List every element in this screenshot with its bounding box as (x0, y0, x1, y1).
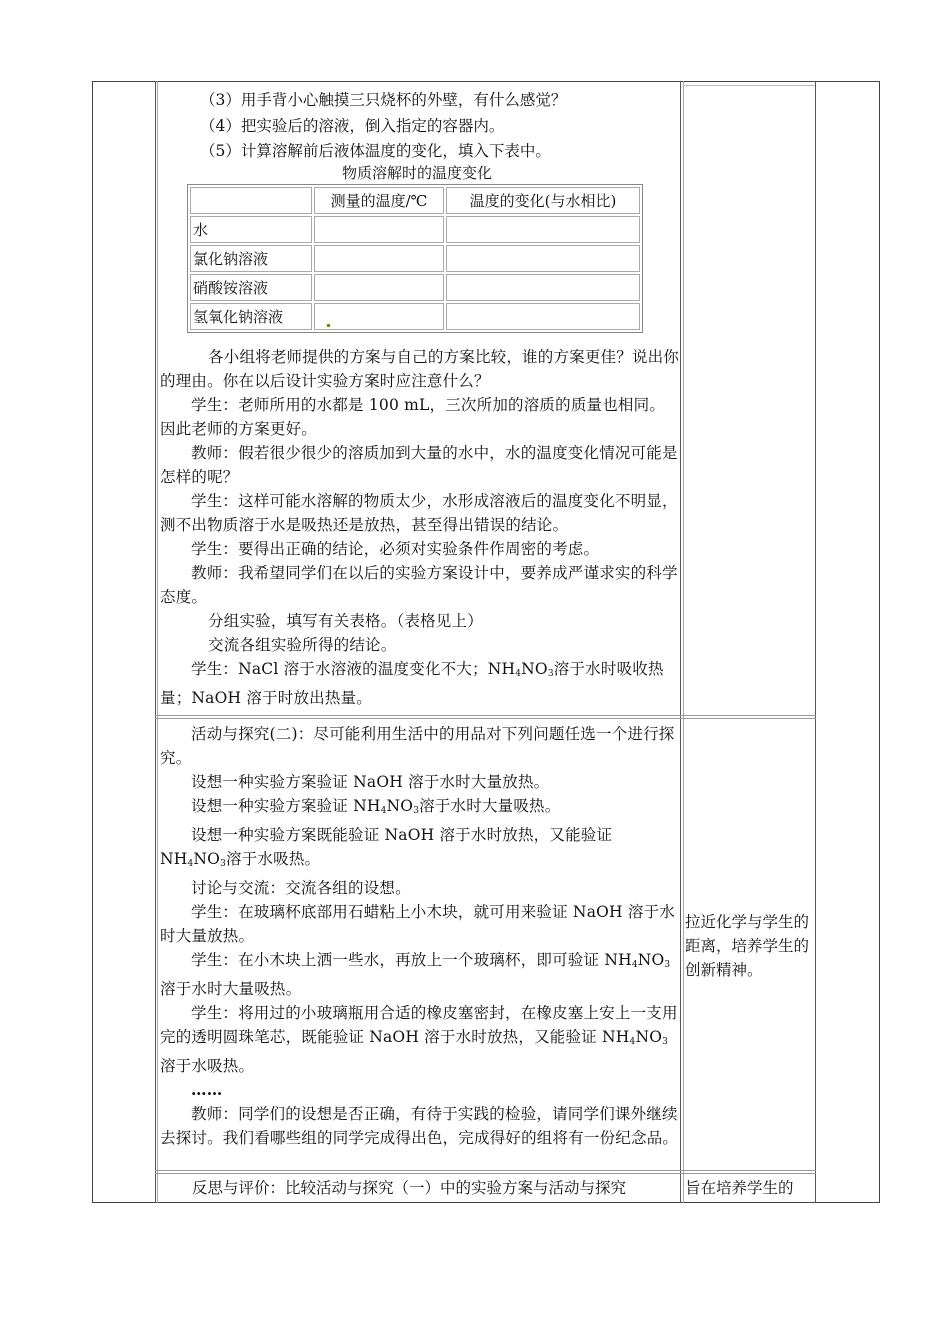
text-run: 溶于水吸热。 (160, 1057, 255, 1075)
table-cell (314, 216, 444, 243)
column-divider (680, 81, 681, 1203)
step-3: （3）用手背小心触摸三只烧杯的外壁，有什么感觉？ (200, 91, 567, 109)
row-divider (155, 718, 816, 719)
paragraph: 学生：要得出正确的结论，必须对实验条件作周密的考虑。 (191, 540, 600, 558)
table-row (190, 303, 640, 330)
table-row-label: 硝酸铵溶液 (190, 274, 312, 301)
table-row-label: 水 (190, 216, 312, 243)
table-cell (446, 216, 640, 243)
row-divider (155, 715, 816, 716)
row-divider (155, 1170, 816, 1171)
paragraph: 活动与探究(二)：尽可能利用生活中的用品对下列问题任选一个进行探究。 (160, 725, 675, 767)
subscript: 4 (515, 669, 522, 679)
text-run: 溶于水时大量吸热。 (419, 797, 561, 815)
paragraph: 教师：我希望同学们在以后的实验方案设计中，要养成严谨求实的科学态度。 (160, 564, 678, 606)
paragraph (160, 1001, 680, 1078)
section1-text (160, 345, 680, 710)
text-run: NO (386, 797, 414, 815)
table-caption: 物质溶解时的温度变化 (342, 164, 493, 182)
text-run: 设想一种实验方案验证 NH (191, 797, 381, 815)
paragraph (160, 794, 680, 823)
table-row (190, 274, 640, 301)
table-header-cell: 测量的温度/℃ (314, 187, 444, 214)
step-4: （4）把实验后的溶液，倒入指定的容器内。 (200, 117, 505, 135)
subscript: 3 (220, 859, 227, 869)
paragraph (160, 657, 680, 710)
table-cell (446, 274, 640, 301)
text-run: NO (193, 850, 221, 868)
table-cell (446, 245, 640, 272)
paragraph: 分组实验，填写有关表格。（表格见上） (208, 612, 483, 630)
subscript: 3 (413, 806, 420, 816)
paragraph: 教师：同学们的设想是否正确，有待于实践的检验，请同学们课外继续去探讨。我们看哪些组的同学完成得出色，完成得好的组将有一份纪念品。 (160, 1105, 679, 1147)
text-run: 溶于水吸热。 (226, 850, 321, 868)
text-run: NO (635, 1028, 663, 1046)
text-run: 溶于水时吸收热量；NaOH 溶于时放出热量。 (160, 660, 664, 707)
paragraph: 学生：在玻璃杯底部用石蜡粘上小木块，就可用来验证 NaOH 溶于水时大量放热。 (160, 903, 675, 945)
table-row (190, 187, 640, 214)
paragraph: 各小组将老师提供的方案与自己的方案比较，谁的方案更佳？说出你的理由。你在以后设计实验方案时应注意什么？ (160, 348, 680, 390)
text-run: 学生：在小木块上洒一些水，再放上一个玻璃杯，即可验证 NH (191, 951, 632, 969)
column-divider (157, 81, 158, 1203)
table-row (190, 216, 640, 243)
subscript: 3 (662, 1037, 669, 1047)
paragraph: 设想一种实验方案验证 NaOH 溶于水时大量放热。 (191, 773, 550, 791)
paragraph: …… (191, 1080, 223, 1099)
table-cell (314, 274, 444, 301)
text-run: 溶于水时大量吸热。 (160, 980, 302, 998)
paragraph: 教师：假若很少很少的溶质加到大量的水中，水的温度变化情况可能是怎样的呢？ (160, 444, 678, 486)
column-divider (683, 81, 684, 1203)
paragraph (160, 823, 680, 876)
table-header-cell: 温度的变化(与水相比) (446, 187, 640, 214)
column-divider (815, 81, 816, 1203)
row-divider (155, 1173, 816, 1174)
column-divider (155, 81, 156, 1203)
text-run: 学生：将用过的小玻璃瓶用合适的橡皮塞密封，在橡皮塞上安上一支用完的透明圆珠笔芯，既能验证 NaOH 溶于水时放热，又能验证 NH (160, 1004, 678, 1046)
temperature-table (187, 184, 643, 333)
subscript: 4 (380, 806, 387, 816)
table-cell (314, 303, 444, 330)
text-run: NO (521, 660, 548, 678)
table-header-cell (190, 187, 312, 214)
step-5: （5）计算溶解前后液体温度的变化，填入下表中。 (200, 142, 551, 160)
paragraph: 交流各组实验所得的结论。 (208, 636, 397, 654)
subscript: 3 (664, 960, 671, 970)
row-divider (683, 85, 815, 86)
table-cell (314, 245, 444, 272)
speck-mark (327, 324, 330, 327)
section3-text: 反思与评价：比较活动与探究（一）中的实验方案与活动与探究 (192, 1179, 627, 1197)
subscript: 4 (629, 1037, 636, 1047)
subscript: 4 (187, 859, 194, 869)
section2-text (160, 722, 680, 1150)
text-run: 设想一种实验方案既能验证 NaOH 溶于水时放热，又能验证 NH (160, 826, 613, 868)
table-row-label: 氯化钠溶液 (190, 245, 312, 272)
side-note: 旨在培养学生的 (685, 1179, 794, 1197)
paragraph (160, 948, 680, 1001)
subscript: 4 (631, 960, 638, 970)
table-row (190, 245, 640, 272)
paragraph: 学生：这样可能水溶解的物质太少，水形成溶液后的温度变化不明显，测不出物质溶于水是吸热还是放热，甚至得出错误的结论。 (160, 492, 678, 534)
text-run: NO (637, 951, 665, 969)
text-run: 学生：NaCl 溶于水溶液的温度变化不大；NH (191, 660, 516, 678)
table-row-label: 氢氧化钠溶液 (190, 303, 312, 330)
subscript: 3 (547, 669, 554, 679)
table-cell (446, 303, 640, 330)
paragraph: 学生：老师所用的水都是 100 mL，三次所加的溶质的质量也相同。因此老师的方案更好。 (160, 396, 666, 438)
paragraph: 讨论与交流：交流各组的设想。 (191, 879, 411, 897)
side-note: 拉近化学与学生的距离，培养学生的创新精神。 (685, 913, 810, 979)
